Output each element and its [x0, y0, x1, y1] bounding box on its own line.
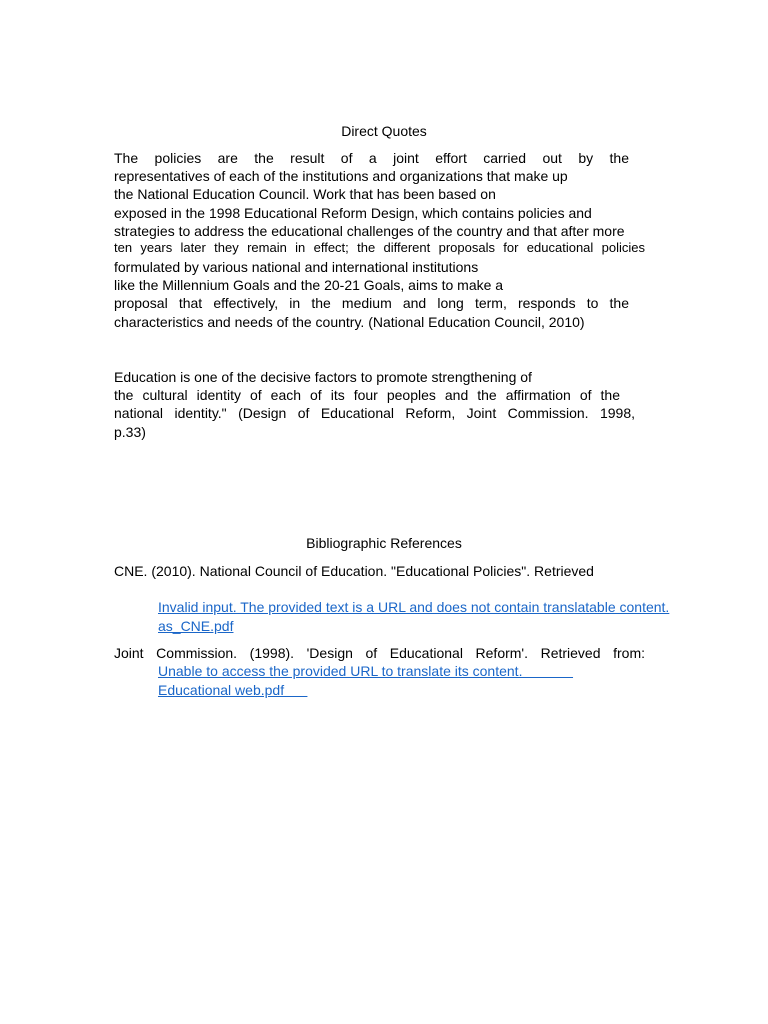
- quote1-line-4: exposed in the 1998 Educational Reform Design, which contains policies and: [114, 205, 592, 221]
- quote2-line-4: p.33): [114, 424, 146, 440]
- reference-2-text: Joint Commission. (1998). 'Design of Educational Reform'. Retrieved from:: [114, 645, 645, 661]
- quote1-line-10: characteristics and needs of the country. (National Education Council, 2010): [114, 314, 585, 330]
- quote1-line-7: formulated by various national and international institutions: [114, 259, 479, 275]
- references-heading: Bibliographic References: [306, 535, 462, 551]
- quote1-line-1: The policies are the result of a joint effort carried out by the: [114, 150, 629, 166]
- reference-1-link-line-2[interactable]: as_CNE.pdf: [158, 618, 234, 634]
- reference-2-link-line-1[interactable]: Unable to access the provided URL to translate its content.: [158, 663, 574, 679]
- direct-quotes-heading: Direct Quotes: [341, 123, 427, 139]
- quote1-line-3: the National Education Council. Work that has been based on: [114, 186, 496, 202]
- quote2-line-1: Education is one of the decisive factors to promote strengthening of: [114, 369, 532, 385]
- reference-1-text: CNE. (2010). National Council of Education. "Educational Policies". Retrieved: [114, 563, 594, 579]
- reference-1-link-line-1[interactable]: Invalid input. The provided text is a URL and does not contain translatable content.: [158, 599, 670, 615]
- reference-2-link-line-2[interactable]: Educational web.pdf: [158, 682, 308, 698]
- quote1-line-5: strategies to address the educational challenges of the country and that after more: [114, 223, 625, 239]
- quote1-line-2: representatives of each of the institutions and organizations that make up: [114, 168, 568, 184]
- quote1-line-8: like the Millennium Goals and the 20-21 Goals, aims to make a: [114, 277, 504, 293]
- quote1-line-6: ten years later they remain in effect; the different proposals for educational policies: [114, 240, 645, 255]
- quote2-line-3: national identity." (Design of Educational Reform, Joint Commission. 1998,: [114, 405, 635, 421]
- quote1-line-9: proposal that effectively, in the medium and long term, responds to the: [114, 295, 629, 311]
- quote2-line-2: the cultural identity of each of its four peoples and the affirmation of the: [114, 387, 620, 403]
